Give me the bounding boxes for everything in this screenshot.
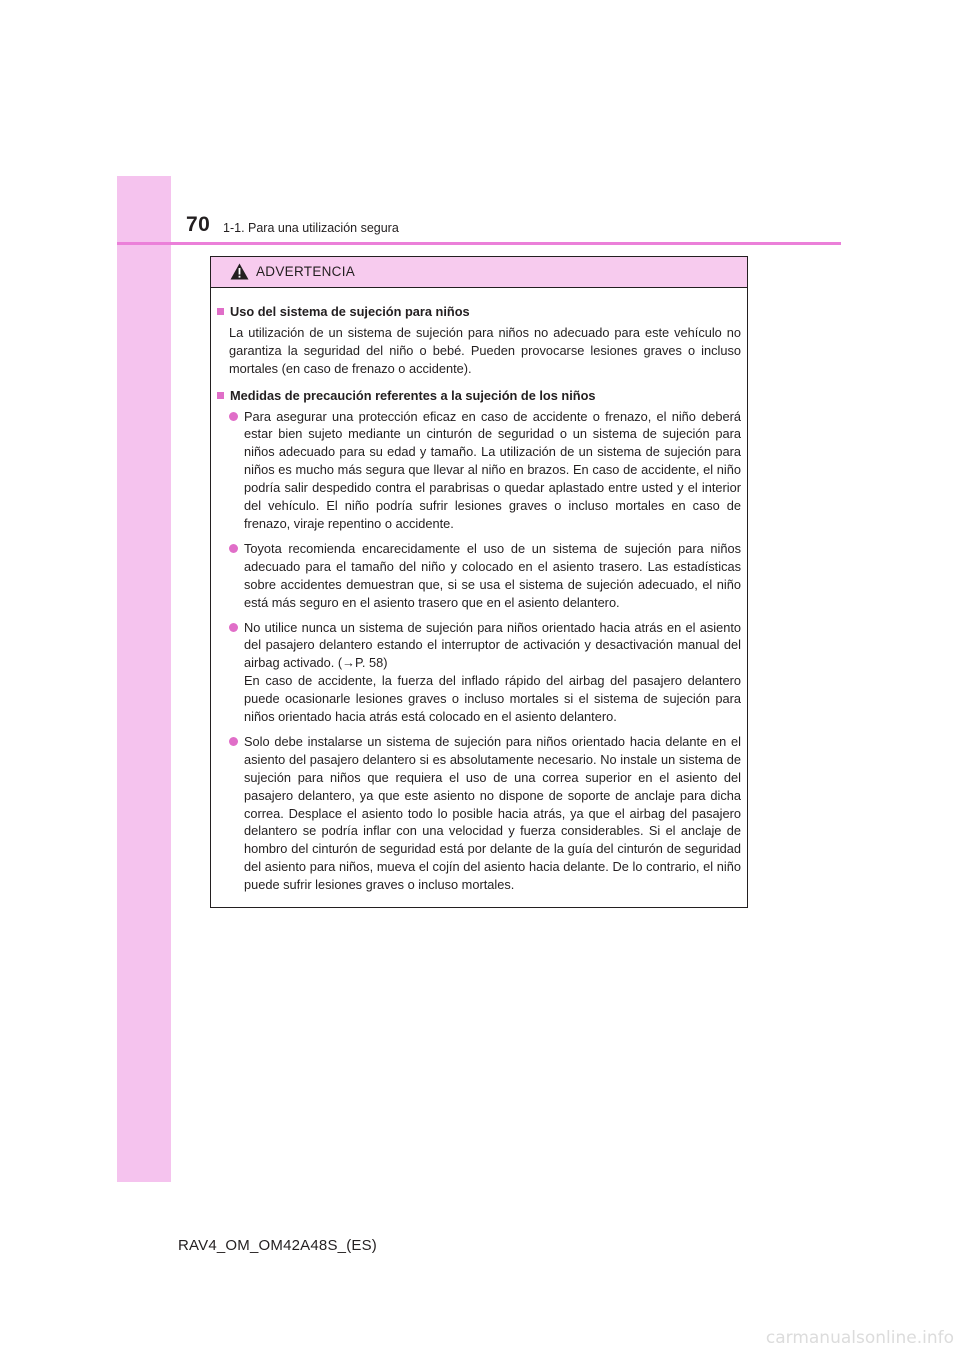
- list-item: [217, 540, 741, 612]
- section-heading: Medidas de precaución referentes a la sujeción de los niños: [230, 387, 596, 403]
- page-number: 70: [186, 213, 211, 236]
- list-item-text: Toyota recomienda encarecidamente el uso de un sistema de sujeción para niños adecuado para el tamaño del niño y colocado en el asiento trasero. Las estadísticas sobre accidentes demuestran que, si se usa el sistema de sujeción adecuado, el niño está más seguro en el asiento trasero que en el asiento delantero.: [244, 540, 741, 610]
- header-rule: [117, 242, 841, 245]
- warning-box: [210, 256, 748, 908]
- warning-header: [211, 257, 747, 288]
- circle-bullet-icon: [229, 623, 238, 632]
- square-bullet-icon: [217, 308, 224, 315]
- warning-title: ADVERTENCIA: [256, 264, 356, 279]
- list-item: [217, 619, 741, 726]
- section-heading: Uso del sistema de sujeción para niños: [230, 304, 470, 319]
- list-item: [217, 733, 741, 894]
- section-paragraph: La utilización de un sistema de sujeción para niños no adecuado para este vehículo no garantiza la seguridad del niño o bebé. Pueden provocarse lesiones graves o incluso mortales (en caso de frenazo o accidente).: [229, 324, 741, 376]
- list-item: [217, 408, 741, 533]
- list-item-text: Para asegurar una protección eficaz en caso de accidente o frenazo, el niño deberá estar bien sujeto mediante un cinturón de seguridad o un sistema de sujeción para niños adecuado para su edad y tamaño. La utilización de un sistema de sujeción para niños es mucho más segura que llevar al niño en brazos. En caso de accidente, el niño podría salir despedido contra el parabrisas o quedar aplastado entre usted y el interior del vehículo. El niño podría sufrir lesiones graves o incluso mortales en caso de frenazo, viraje repentino o accidente.: [244, 408, 741, 531]
- circle-bullet-icon: [229, 412, 238, 421]
- section-title: 1-1. Para una utilización segura: [223, 221, 399, 235]
- circle-bullet-icon: [229, 544, 238, 553]
- warning-section: [217, 387, 741, 894]
- side-tab-band: [117, 176, 171, 1182]
- watermark: carmanualsonline.info: [765, 1328, 954, 1348]
- square-bullet-icon: [217, 392, 224, 399]
- circle-bullet-icon: [229, 737, 238, 746]
- list-item-continuation: En caso de accidente, la fuerza del inflado rápido del airbag del pasajero delantero puede ocasionarle lesiones graves o incluso mortales si el sistema de sujeción para niños orientado hacia atrás está colocado en el asiento delantero.: [244, 673, 741, 725]
- list-item-text: No utilice nunca un sistema de sujeción para niños orientado hacia atrás en el asiento del pasajero delantero estando el interruptor de activación y desactivación manual del airbag activado. (→P. 58): [244, 619, 741, 671]
- footer-code: RAV4_OM_OM42A48S_(ES): [178, 1237, 378, 1254]
- warning-body: [211, 288, 747, 894]
- list-item-text: Solo debe instalarse un sistema de sujeción para niños orientado hacia delante en el asiento del pasajero delantero si es absolutamente necesario. No instale un sistema de sujeción para niños que requiera el uso de una correa superior en el asiento del pasajero delantero, ya que este asiento no dispone de soporte de anclaje para dicha correa. Desplace el asiento todo lo posible hacia atrás, ya que el airbag del pasajero delantero se podría inflar con una velocidad y fuerza considerables. Si el anclaje de hombro del cinturón de seguridad está por delante de la guía del cinturón de seguridad del asiento para niños, mueva el cojín del asiento hacia delante. De lo contrario, el niño puede sufrir lesiones graves o incluso mortales.: [244, 733, 741, 893]
- warning-triangle-icon: [230, 263, 249, 280]
- warning-section: [217, 303, 741, 378]
